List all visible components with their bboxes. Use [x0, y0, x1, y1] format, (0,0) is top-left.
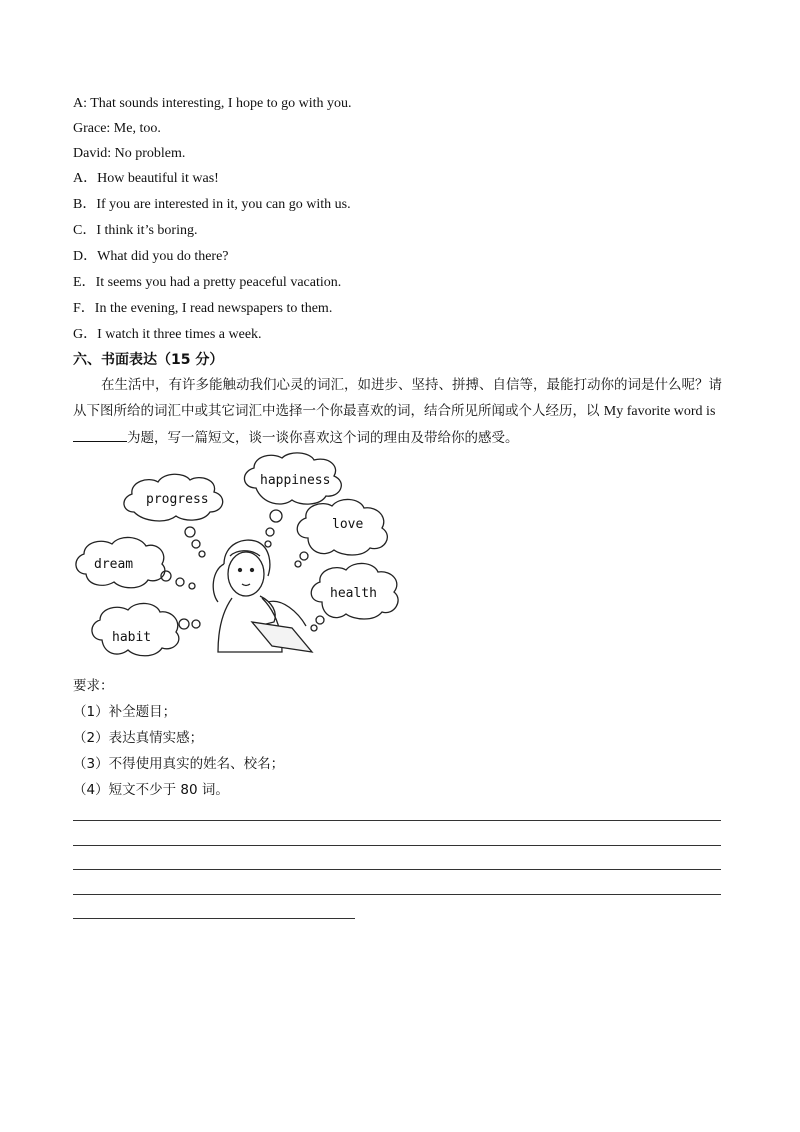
option-item — [73, 169, 219, 189]
thought-bubbles-illustration — [72, 452, 402, 672]
prompt-title-english: My favorite word is — [603, 404, 716, 419]
option-item — [73, 325, 262, 345]
dialogue-line: David: No problem. — [73, 146, 186, 161]
writing-line[interactable] — [73, 894, 721, 895]
girl-thinking-figure — [213, 540, 312, 652]
bubble-word-progress: progress — [146, 492, 209, 507]
option-letter: E． — [73, 275, 96, 290]
title-blank — [73, 427, 127, 442]
requirements-title: 要求： — [73, 678, 114, 694]
option-text: It seems you had a pretty peaceful vacation. — [95, 275, 342, 290]
option-text: What did you do there? — [97, 249, 229, 264]
bubble-word-happiness: happiness — [260, 473, 331, 488]
writing-line[interactable] — [73, 845, 721, 846]
option-text: In the evening, I read newspapers to them. — [94, 301, 333, 316]
requirement-item: （1）补全题目； — [73, 704, 177, 720]
option-letter: A． — [73, 171, 98, 186]
option-text: How beautiful it was! — [97, 171, 219, 186]
option-letter: F． — [73, 301, 95, 316]
prompt-paragraph — [73, 372, 729, 451]
requirement-item: （4）短文不少于 80 词。 — [73, 782, 229, 798]
option-text: If you are interested in it, you can go with us. — [96, 197, 351, 212]
requirement-item: （2）表达真情实感； — [73, 730, 204, 746]
writing-line[interactable] — [73, 869, 721, 870]
prompt-text: 在生活中，有许多能触动我们心灵的词汇，如进步、坚持、拼搏、自信等，最能打动你的词是什么呢？请从下图所给的词汇中或其它词汇中选择一个你最喜欢的词，结合所见所闻或个人经历，以 — [73, 377, 722, 419]
option-letter: G． — [73, 327, 98, 342]
writing-line[interactable] — [73, 918, 355, 919]
writing-line[interactable] — [73, 820, 721, 821]
prompt-text-end: 为题，写一篇短文，谈一谈你喜欢这个词的理由及带给你的感受。 — [127, 430, 519, 446]
option-item — [73, 247, 229, 267]
dialogue-line: Grace: Me, too. — [73, 121, 161, 136]
option-text: I think it’s boring. — [96, 223, 198, 238]
bubble-word-love: love — [332, 517, 364, 532]
option-letter: D． — [73, 249, 98, 264]
option-letter: C． — [73, 223, 97, 238]
requirement-item: （3）不得使用真实的姓名、校名； — [73, 756, 285, 772]
bubble-word-dream: dream — [94, 557, 134, 572]
dialogue-line: A: That sounds interesting, I hope to go with you. — [73, 96, 352, 111]
option-item — [73, 221, 197, 241]
option-item — [73, 195, 351, 215]
option-letter: B． — [73, 197, 97, 212]
option-text: I watch it three times a week. — [97, 327, 262, 342]
bubble-word-habit: habit — [112, 630, 152, 645]
option-item — [73, 299, 332, 319]
option-item — [73, 273, 341, 293]
section-heading: 六、书面表达（15 分） — [73, 352, 224, 368]
bubble-word-health: health — [330, 586, 377, 601]
